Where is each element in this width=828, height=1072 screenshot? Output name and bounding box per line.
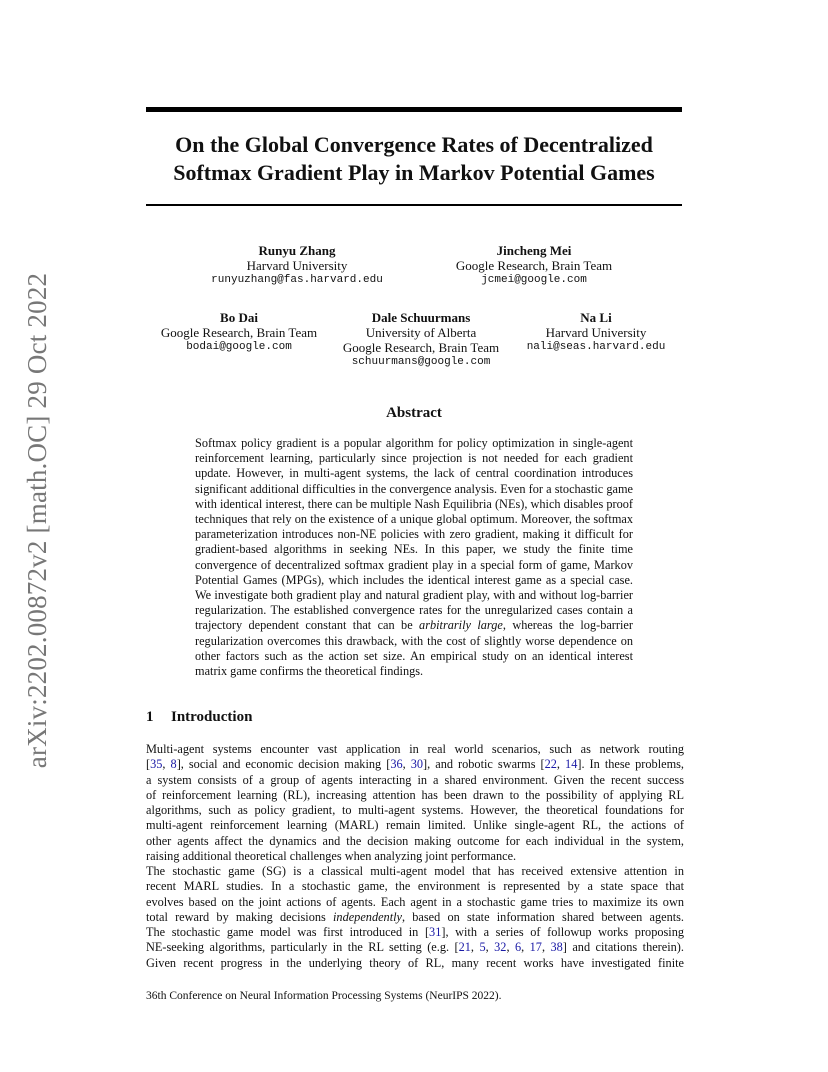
abstract-text-part1: Softmax policy gradient is a popular algorithm for policy optimization in single-agent reinforcement learning, particularly since projection is not needed for each gradient update. However, in multi-agent systems, the lack of central coordination introduces significant additional difficulties in the convergence analysis. Even for a stochastic game with identical interest, there can be multiple Nash Equilibria (NEs), which disables proof techniques that rely on the existence of a unique global optimum. Moreover, the softmax parameterization introduces non-NE policies with zero gradient, making it difficult for gradient-based algorithms in seeking NEs. In this paper, we study the finite time convergence of decentralized softmax gradient play in a special form of game, Markov Potential Games (MPGs), which includes the identical interest game as a special case. We investigate both gradient play and natural gradient play, with and without log-barrier regularization. The established convergence rates for the unregularized cases contain a trajectory dependent constant that can be — [195, 436, 633, 633]
author-block — [476, 310, 716, 355]
citation-link[interactable]: 8 — [170, 757, 177, 772]
author-affiliation: Harvard University — [545, 325, 647, 340]
author-name: Dale Schuurmans — [371, 310, 471, 325]
citation-link[interactable]: 32 — [494, 940, 507, 955]
abstract-emphasis: arbitrarily large — [419, 618, 503, 633]
intro-paragraph-2 — [146, 864, 684, 971]
author-affiliation-secondary: Google Research, Brain Team — [342, 340, 500, 355]
text-line: a system consists of a group of agents interacting in a shared environment. Given the recent success — [146, 772, 684, 787]
title-line-2: Softmax Gradient Play in Markov Potential Games — [173, 160, 655, 185]
author-email[interactable]: nali@seas.harvard.edu — [526, 341, 666, 353]
author-affiliation: Google Research, Brain Team — [455, 258, 613, 273]
citation-link[interactable]: 21 — [458, 940, 471, 955]
author-affiliation: University of Alberta — [365, 325, 477, 340]
abstract-text-part2: , whereas the log-barrier regularization overcomes this drawback, with the cost of slightly worse dependence on other factors such as the action set size. An empirical study on an identical interest matrix game confirms the theoretical findings. — [195, 618, 633, 679]
text-line: multi-agent reinforcement learning (MARL) remain limited. Unlike single-agent RL, the actions of — [146, 818, 684, 833]
author-block — [177, 243, 417, 288]
text-line: other agents affect the dynamics and the decision making outcome for each individual in the system, — [146, 833, 684, 848]
citation-link[interactable]: 22 — [544, 757, 557, 772]
title-bottom-rule — [146, 204, 682, 206]
arxiv-id-text: arXiv:2202.00872v2 [math.OC] 29 Oct 2022 — [22, 272, 53, 768]
author-email[interactable]: schuurmans@google.com — [351, 356, 491, 368]
author-email[interactable]: bodai@google.com — [186, 341, 292, 353]
title-line-1: On the Global Convergence Rates of Decentralized — [175, 132, 653, 157]
section-heading-introduction — [146, 709, 252, 726]
intro-paragraph-1 — [146, 742, 684, 864]
citation-link[interactable]: 17 — [529, 940, 542, 955]
citation-link[interactable]: 14 — [565, 757, 578, 772]
text-line: [35, 8], social and economic decision making [36, 30], and robotic swarms [22, 14]. In these problems, — [146, 757, 684, 772]
citation-link[interactable]: 38 — [550, 940, 563, 955]
paper-title — [146, 131, 682, 187]
author-email[interactable]: jcmei@google.com — [481, 274, 587, 286]
text-line: The stochastic game (SG) is a classical multi-agent model that has received extensive attention in — [146, 864, 684, 878]
emphasis: independently — [333, 909, 402, 924]
abstract-heading: Abstract — [386, 405, 442, 421]
author-block — [414, 243, 654, 288]
citation-link[interactable]: 6 — [514, 940, 522, 955]
text-line: Given recent progress in the underlying theory of RL, many recent works have investigated finite — [146, 955, 684, 970]
citation-link[interactable]: 36 — [390, 757, 403, 772]
citation-link[interactable]: 31 — [429, 925, 442, 940]
abstract-text — [195, 436, 633, 679]
author-name: Runyu Zhang — [258, 243, 336, 258]
citation-link[interactable]: 35 — [150, 757, 163, 772]
author-email[interactable]: runyuzhang@fas.harvard.edu — [211, 274, 383, 286]
text-line: of reinforcement learning (RL), increasing attention has been drawn to the possibility of applying RL — [146, 787, 684, 802]
section-title: Introduction — [171, 709, 253, 725]
text-line: evolves based on the joint actions of agents. Each agent in a stochastic game tries to maximize its own — [146, 894, 684, 909]
conference-footnote: 36th Conference on Neural Information Processing Systems (NeurIPS 2022). — [146, 990, 502, 1002]
text-line: algorithms, such as policy gradient, to multi-agent systems. However, the theoretical foundations for — [146, 803, 684, 818]
section-number: 1 — [146, 709, 154, 725]
text-line: The stochastic game model was first introduced in [31], with a series of followup works proposing — [146, 925, 684, 940]
author-name: Bo Dai — [220, 310, 258, 325]
author-name: Na Li — [580, 310, 612, 325]
text-line: raising additional theoretical challenges when analyzing joint performance. — [146, 849, 517, 864]
text-line: recent MARL studies. In a stochastic game, the environment is represented by a state space that — [146, 879, 684, 894]
author-affiliation: Google Research, Brain Team — [160, 325, 318, 340]
text-line: total reward by making decisions independently, based on state information shared between agents. — [146, 909, 685, 924]
text-line: NE-seeking algorithms, particularly in the RL setting (e.g. [21, 5, 32, 6, 17, 38] and citations therein). — [146, 940, 684, 955]
citation-link[interactable]: 5 — [479, 940, 486, 955]
author-affiliation: Harvard University — [246, 258, 348, 273]
title-top-rule — [146, 107, 682, 112]
citation-link[interactable]: 30 — [410, 757, 424, 772]
author-name: Jincheng Mei — [496, 243, 572, 258]
arxiv-sidebar-stamp — [16, 250, 60, 790]
text-line: Multi-agent systems encounter vast application in real world scenarios, such as network routing — [146, 742, 684, 756]
